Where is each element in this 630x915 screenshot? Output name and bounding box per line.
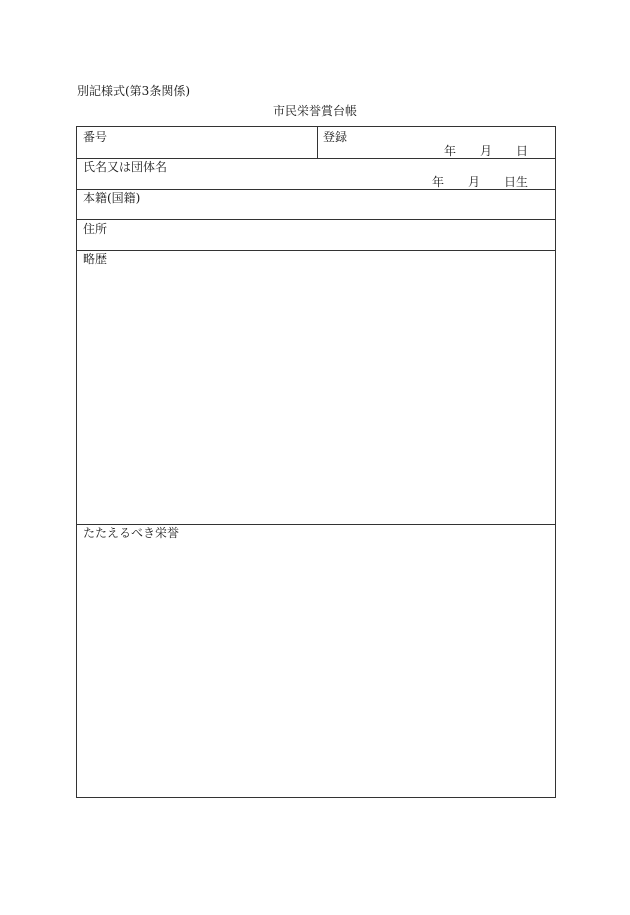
history-label: 略歴 [83, 252, 108, 266]
birth-month-label: 月 [468, 175, 481, 189]
page-title: 市民栄誉賞台帳 [272, 104, 357, 118]
row-divider [77, 219, 555, 220]
number-label: 番号 [83, 130, 108, 144]
row-divider [77, 158, 555, 159]
registration-year-label: 年 [444, 144, 457, 158]
birth-year-label: 年 [432, 175, 445, 189]
row-divider [77, 524, 555, 525]
row-divider [77, 189, 555, 190]
row-divider [77, 250, 555, 251]
domicile-label: 本籍(国籍) [83, 191, 141, 205]
registration-day-label: 日 [516, 144, 529, 158]
address-label: 住所 [83, 222, 108, 236]
name-label: 氏名又は団体名 [83, 160, 168, 174]
birth-day-label: 日生 [504, 175, 529, 189]
registration-label: 登録 [323, 130, 348, 144]
row1-divider [317, 127, 318, 158]
registration-month-label: 月 [480, 144, 493, 158]
registry-form [76, 126, 556, 798]
honor-label: たたえるべき栄誉 [83, 526, 180, 540]
form-caption: 別記様式(第3条関係) [77, 84, 190, 98]
